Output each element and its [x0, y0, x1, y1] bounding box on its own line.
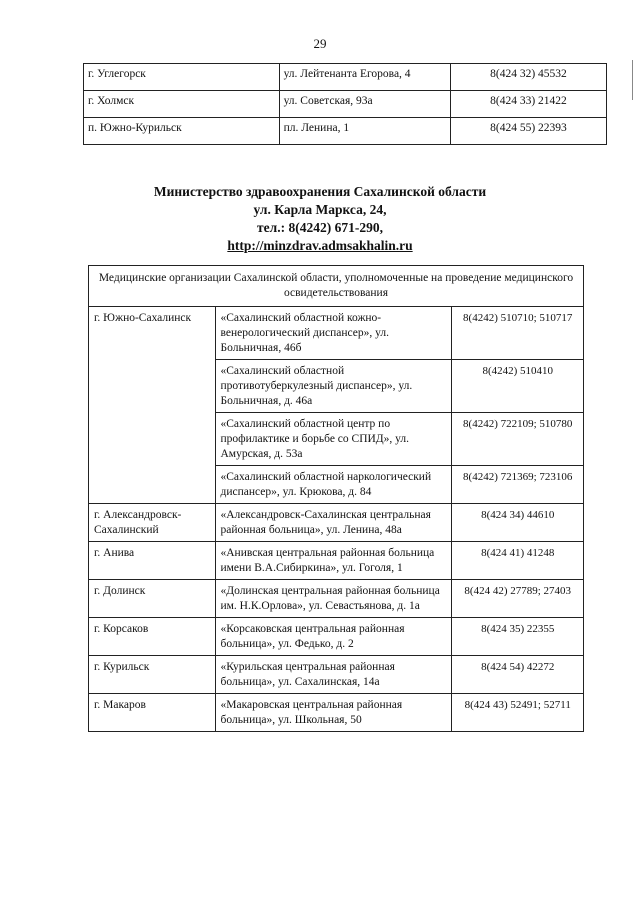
organization-cell: «Макаровская центральная районная больница», ул. Школьная, 50: [215, 694, 452, 732]
phone-cell: 8(424 34) 44610: [452, 504, 584, 542]
phone-cell: 8(424 43) 52491; 52711: [452, 694, 584, 732]
city-cell: г. Корсаков: [89, 618, 216, 656]
organization-cell: «Сахалинский областной кожно-венерологический диспансер», ул. Больничная, 46б: [215, 307, 452, 360]
table-header: Медицинские организации Сахалинской области, уполномоченные на проведение медицинского освидетельствования: [89, 266, 584, 307]
top-address-table: [83, 63, 607, 145]
organization-cell: «Сахалинский областной противотуберкулезный диспансер», ул. Больничная, д. 46а: [215, 360, 452, 413]
table-row: [84, 91, 607, 118]
ministry-address: ул. Карла Маркса, 24,: [253, 202, 387, 217]
phone-cell: 8(4242) 721369; 723106: [452, 466, 584, 504]
table-row: [84, 118, 607, 145]
city-cell: г. Углегорск: [84, 64, 280, 91]
page-number: 29: [313, 36, 327, 51]
phone-cell: 8(424 33) 21422: [450, 91, 606, 118]
ministry-phone: тел.: 8(4242) 671-290,: [257, 220, 383, 235]
table-row: [89, 656, 584, 694]
address-cell: пл. Ленина, 1: [279, 118, 450, 145]
phone-cell: 8(4242) 510710; 510717: [452, 307, 584, 360]
table-row: [89, 580, 584, 618]
phone-cell: 8(424 54) 42272: [452, 656, 584, 694]
medical-organizations-table: [88, 265, 584, 732]
phone-cell: 8(4242) 510410: [452, 360, 584, 413]
ministry-title: Министерство здравоохранения Сахалинской области: [153, 184, 487, 199]
organization-cell: «Долинская центральная районная больница им. Н.К.Орлова», ул. Севастьянова, д. 1а: [215, 580, 452, 618]
city-cell: п. Южно-Курильск: [84, 118, 280, 145]
phone-cell: 8(424 41) 41248: [452, 542, 584, 580]
address-cell: ул. Лейтенанта Егорова, 4: [279, 64, 450, 91]
table-row: [89, 694, 584, 732]
organization-cell: «Курильская центральная районная больница», ул. Сахалинская, 14а: [215, 656, 452, 694]
table-row: [84, 64, 607, 91]
organization-cell: «Сахалинский областной центр по профилактике и борьбе со СПИД», ул. Амурская, д. 53а: [215, 413, 452, 466]
ministry-heading: [0, 183, 640, 255]
city-cell: г. Курильск: [89, 656, 216, 694]
scan-artifact: [632, 60, 633, 100]
table-header-row: [89, 266, 584, 307]
address-cell: ул. Советская, 93а: [279, 91, 450, 118]
city-cell: г. Холмск: [84, 91, 280, 118]
city-cell: г. Макаров: [89, 694, 216, 732]
phone-cell: 8(424 42) 27789; 27403: [452, 580, 584, 618]
city-cell: г. Анива: [89, 542, 216, 580]
organization-cell: «Сахалинский областной наркологический диспансер», ул. Крюкова, д. 84: [215, 466, 452, 504]
phone-cell: 8(424 32) 45532: [450, 64, 606, 91]
phone-cell: 8(424 35) 22355: [452, 618, 584, 656]
table-row: [89, 307, 584, 360]
table-row: [89, 542, 584, 580]
table-row: [89, 618, 584, 656]
city-cell: г. Александровск-Сахалинский: [89, 504, 216, 542]
organization-cell: «Анивская центральная районная больница имени В.А.Сибиркина», ул. Гоголя, 1: [215, 542, 452, 580]
ministry-website-link[interactable]: http://minzdrav.admsakhalin.ru: [227, 238, 413, 253]
city-cell: г. Долинск: [89, 580, 216, 618]
phone-cell: 8(4242) 722109; 510780: [452, 413, 584, 466]
organization-cell: «Александровск-Сахалинская центральная районная больница», ул. Ленина, 48а: [215, 504, 452, 542]
city-cell: г. Южно-Сахалинск: [89, 307, 216, 504]
phone-cell: 8(424 55) 22393: [450, 118, 606, 145]
organization-cell: «Корсаковская центральная районная больница», ул. Федько, д. 2: [215, 618, 452, 656]
table-row: [89, 504, 584, 542]
